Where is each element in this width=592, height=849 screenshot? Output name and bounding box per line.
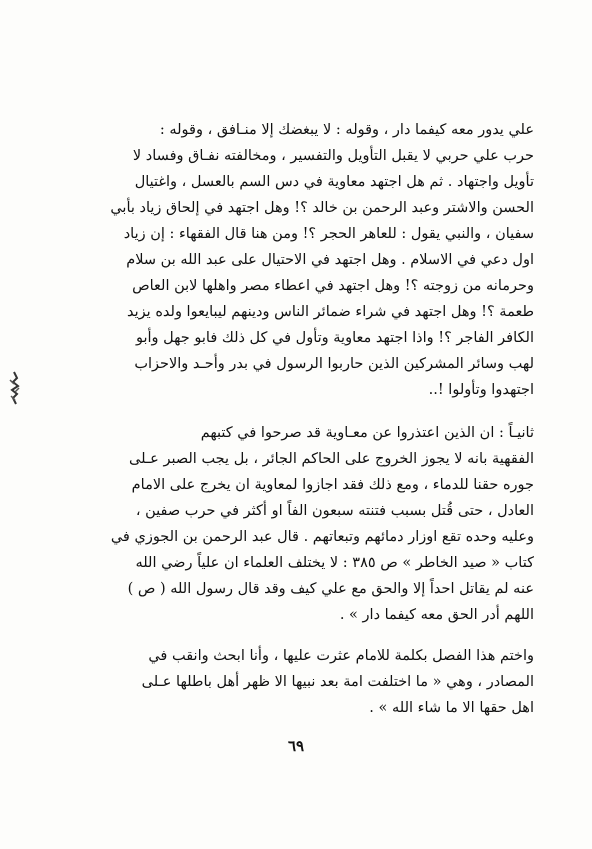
text-line: الكافر الفاجر ؟! واذا اجتهد معاوية وتأول في كل ذلك فابو جهل وأبو — [135, 330, 534, 346]
text-line: ثانيـاً : ان الذين اعتذروا عن معـاوية قد صرحوا في كتبهم — [200, 425, 534, 441]
text-line: تأويل واجتهاد . ثم هل اجتهد معاوية في دس السم بالعسل ، واغتيال — [134, 174, 534, 190]
text-line: طعمة ؟! وهل اجتهد في شراء ضمائر الناس ودينهم ليبايعوا ولده يزيد — [127, 304, 534, 320]
text-line: اهل حقها الا ما شاء الله » . — [369, 700, 534, 716]
page-number: ٦٩ — [287, 737, 305, 755]
text-line: الحسن والاشتر وعبد الرحمن بن خالد ؟! وهل اجتهد في إلحاق زياد بأبي — [110, 200, 534, 216]
text-line: اول دعي في الاسلام . وهل اجتهد في الاحتيال على عبد الله بن سلام — [126, 252, 534, 268]
text-line: واختم هذا الفصل بكلمة للامام عثرت عليها ، وأنا ابحث وانقب في — [148, 648, 534, 664]
text-line: عنه لم يقاتل احداً إلا والحق مع علي كيف وقد قال رسول الله ( ص ) — [127, 581, 534, 597]
text-line: وحرمانه من زوجته ؟! وهل اجتهد في اعطاء مصر واهلها لابن العاص — [132, 278, 534, 294]
text-line: اللهم أدر الحق معه كيفما دار » . — [339, 607, 534, 623]
text-line: المصادر ، وهي « ما اختلفت امة بعد نبيها الا ظهر أهل باطلها عـلى — [141, 674, 534, 690]
text-line: علي يدور معه كيفما دار ، وقوله : لا يبغضك إلا منـافق ، وقوله : — [159, 122, 534, 138]
text-line: سفيان ، والنبي يقول : للعاهر الحجر ؟! ومن هنا قال الفقهاء : إن زياد — [123, 226, 534, 242]
text-line: لهب وسائر المشركين الذين حاربوا الرسول في بدر وأحـد والاحزاب — [134, 356, 534, 372]
text-line: كتاب « صيد الخاطر » ص ٣٨٥ : لا يختلف العلماء ان علياً رضي الله — [135, 555, 534, 571]
paragraph-3 — [72, 643, 534, 721]
text-line: الفقهية بانه لا يجوز الخروج على الحاكم الجائر ، بل يجب الصبر عـلى — [129, 451, 534, 467]
paragraph-1 — [72, 117, 534, 403]
binding-edge-mark — [2, 370, 28, 406]
text-line: حرب علي حربي لا يقبل التأويل والتفسير ، ومخالفته نفـاق وفساد لا — [132, 148, 534, 164]
text-line: وعليه وحده تقع اوزار دمائهم وتبعاتهم . قال عبد الرحمن بن الجوزي في — [110, 529, 534, 545]
paragraph-2 — [72, 420, 534, 628]
text-line: اجتهدوا وتأولوا !.. — [428, 382, 534, 398]
text-line: العادل ، حتى قُتل بسبب فتنته سبعون الفاً او أكثر في حرب صفين ، — [135, 503, 534, 519]
text-line: جوره حقنا للدماء ، ومع ذلك فقد اجازوا لمعاوية ان يخرج على الامام — [131, 477, 534, 493]
